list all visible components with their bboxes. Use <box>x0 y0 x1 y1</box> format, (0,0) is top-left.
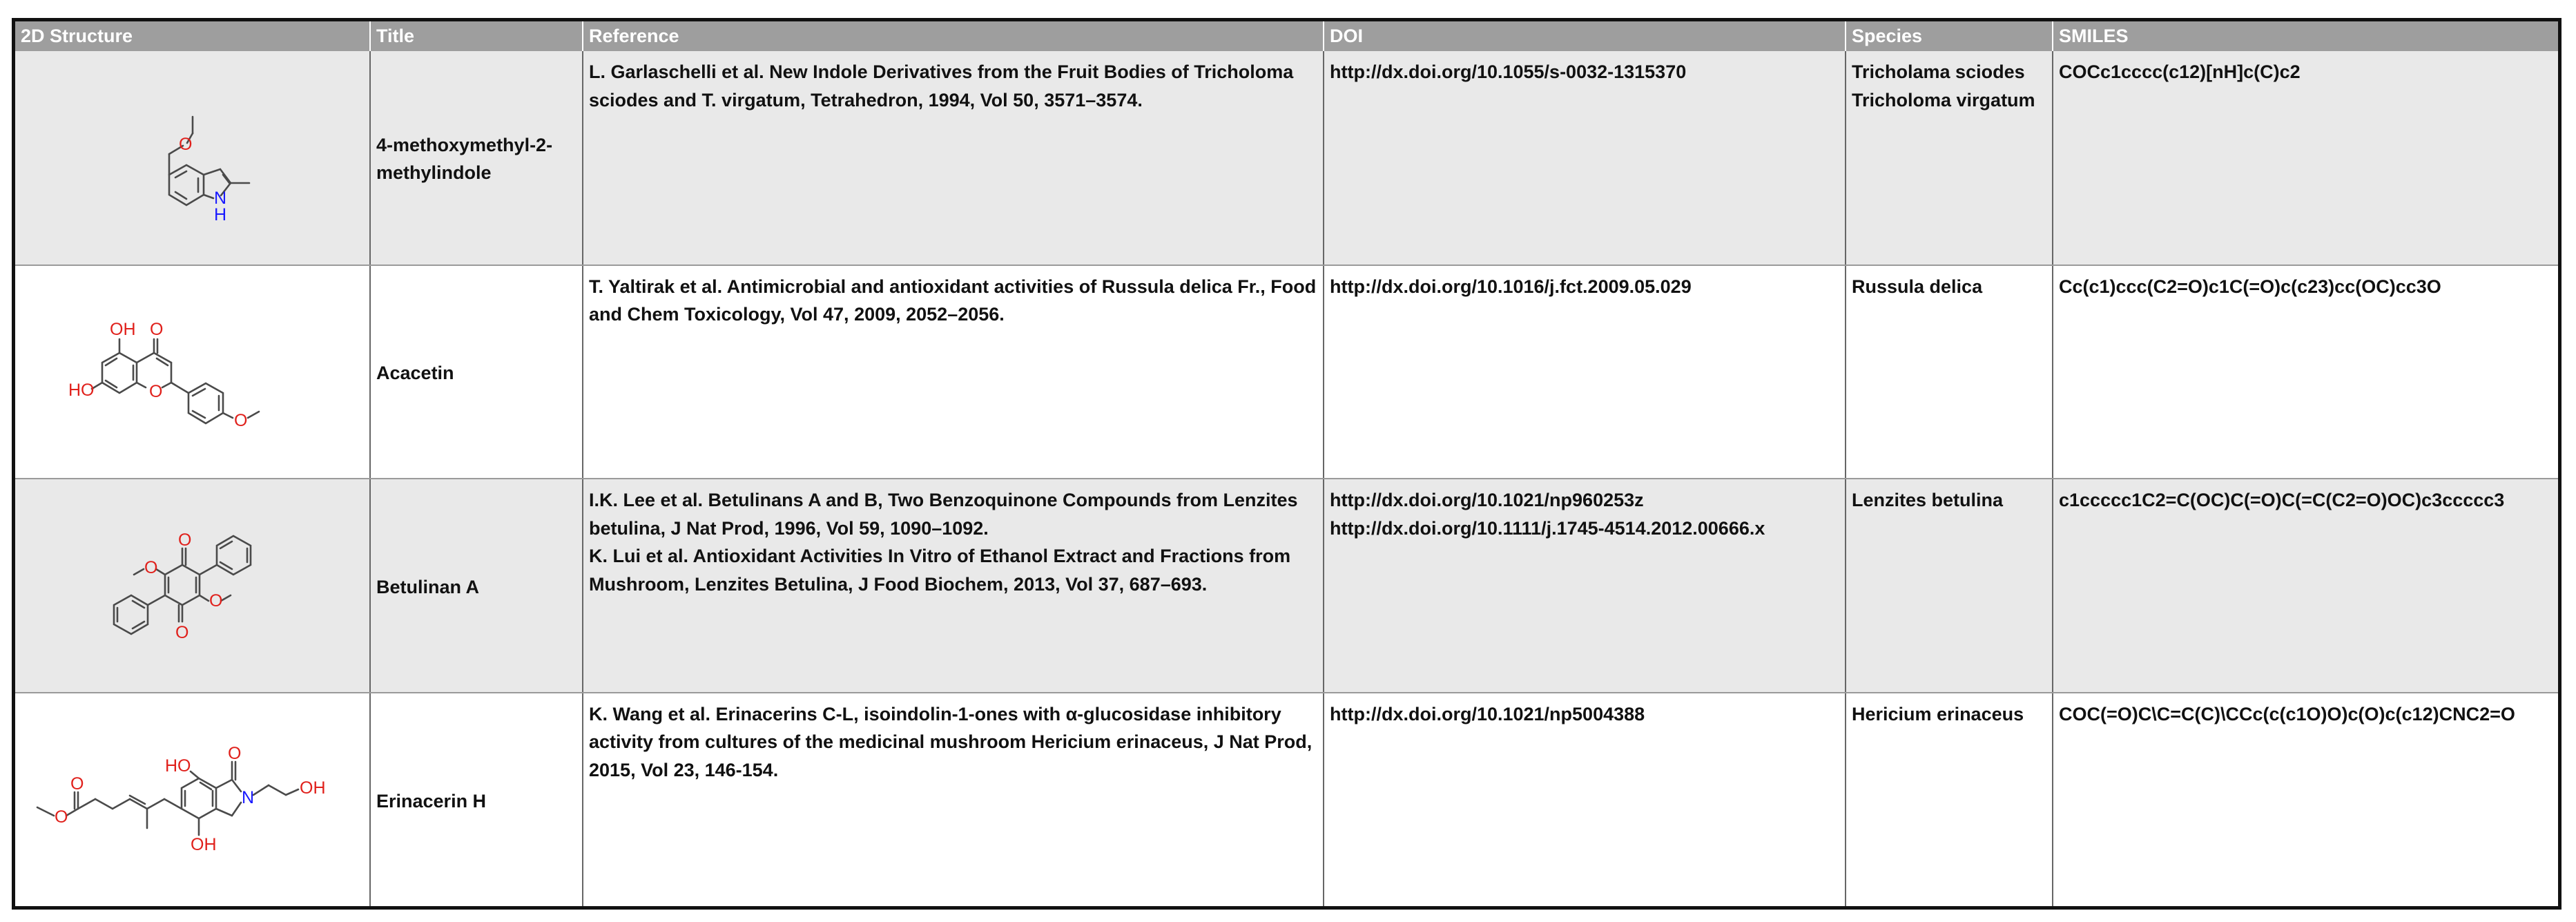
reference-text: L. Garlaschelli et al. New Indole Derivatives from the Fruit Bodies of Tricholoma sciodes and T. virgatum, Tetrahedron, 1994, Vol 50, 3571–3574. <box>589 61 1294 111</box>
header-reference: Reference <box>583 21 1324 51</box>
atom-ho-left: HO <box>68 381 94 401</box>
structure-cell <box>15 265 370 479</box>
reference-cell <box>583 51 1324 265</box>
table-row <box>15 265 2558 479</box>
smiles-cell: COC(=O)C\C=C(C)\CCc(c(c1O)O)c(O)c(c12)CNC2=O <box>2053 693 2558 907</box>
header-title: Title <box>370 21 583 51</box>
doi-cell <box>1324 693 1846 907</box>
doi-link[interactable]: http://dx.doi.org/10.1111/j.1745-4514.2012.00666.x <box>1330 517 1765 539</box>
structure-acacetin <box>48 299 338 444</box>
smiles-cell: Cc(c1)ccc(C2=O)c1C(=O)c(c23)cc(OC)cc3O <box>2053 265 2558 479</box>
table-row <box>15 479 2558 693</box>
compound-table <box>15 21 2558 906</box>
atom-oh-top: OH <box>109 320 135 340</box>
atom-n: N <box>241 787 254 807</box>
species-name: Hericium erinaceus <box>1852 703 2024 724</box>
doi-cell <box>1324 479 1846 693</box>
structure-cell <box>15 693 370 907</box>
species-name: Russula delica <box>1852 276 1983 297</box>
atom-o-lactam: O <box>227 743 241 763</box>
header-row <box>15 21 2558 51</box>
atom-o-methoxy: O <box>233 411 247 431</box>
species-name: Lenzites betulina <box>1852 490 2004 510</box>
reference-cell <box>583 693 1324 907</box>
atom-oh-chain: OH <box>299 778 325 798</box>
table-row <box>15 51 2558 265</box>
structure-erinacerin <box>17 713 369 886</box>
atom-ho-top: HO <box>164 756 191 776</box>
smiles-cell: c1ccccc1C2=C(OC)C(=O)C(=C(C2=O)OC)c3ccccc3 <box>2053 479 2558 693</box>
reference-text: I.K. Lee et al. Betulinans A and B, Two Benzoquinone Compounds from Lenzites betulina, J Nat Prod, 1996, Vol 59, 1090–1092. <box>589 490 1298 539</box>
atom-ome-left: O <box>144 557 157 577</box>
table-row <box>15 693 2558 907</box>
structure-cell <box>15 51 370 265</box>
title-cell: Betulinan A <box>370 479 583 693</box>
title-cell: Acacetin <box>370 265 583 479</box>
reference-text: K. Lui et al. Antioxidant Activities In Vitro of Ethanol Extract and Fractions from Mushroom, Lenzites Betulina, J Food Biochem, 2013, Vol 37, 687–693. <box>589 546 1291 595</box>
title-cell: Erinacerin H <box>370 693 583 907</box>
atom-o-ester-carbonyl: O <box>70 774 84 794</box>
header-doi: DOI <box>1324 21 1846 51</box>
species-cell <box>1846 265 2053 479</box>
header-species: Species <box>1846 21 2053 51</box>
reference-cell <box>583 479 1324 693</box>
species-cell <box>1846 479 2053 693</box>
structure-indole <box>124 78 262 237</box>
reference-text: K. Wang et al. Erinacerins C-L, isoindolin-1-ones with α-glucosidase inhibitory activity from cultures of the medicinal mushroom Hericium erinaceus, J Nat Prod, 2015, Vol 23, 146-154. <box>589 703 1313 780</box>
structure-cell <box>15 479 370 693</box>
doi-link[interactable]: http://dx.doi.org/10.1016/j.fct.2009.05.029 <box>1330 276 1692 297</box>
structure-betulinan <box>79 503 307 669</box>
atom-o-ester: O <box>54 807 68 827</box>
title-cell: 4-methoxymethyl-2-methylindole <box>370 51 583 265</box>
species-name: Tricholama sciodes <box>1852 61 2025 82</box>
doi-link[interactable]: http://dx.doi.org/10.1021/np960253z <box>1330 490 1644 510</box>
atom-o-ring: O <box>148 382 162 402</box>
header-2d-structure: 2D Structure <box>15 21 370 51</box>
doi-cell <box>1324 265 1846 479</box>
reference-cell <box>583 265 1324 479</box>
atom-ome-right: O <box>209 590 222 611</box>
atom-o-carbonyl: O <box>149 320 163 340</box>
atom-o-top: O <box>177 530 191 550</box>
header-smiles: SMILES <box>2053 21 2558 51</box>
species-cell <box>1846 693 2053 907</box>
doi-link[interactable]: http://dx.doi.org/10.1021/np5004388 <box>1330 703 1645 724</box>
doi-link[interactable]: http://dx.doi.org/10.1055/s-0032-1315370 <box>1330 61 1687 82</box>
atom-n: N <box>213 189 226 209</box>
species-cell <box>1846 51 2053 265</box>
doi-cell <box>1324 51 1846 265</box>
atom-o: O <box>178 135 192 155</box>
atom-o-bottom: O <box>175 622 188 642</box>
atom-oh-bottom: OH <box>190 834 216 854</box>
reference-text: T. Yaltirak et al. Antimicrobial and antioxidant activities of Russula delica Fr., Food and Chem Toxicology, Vol 47, 2009, 2052–2056. <box>589 276 1317 325</box>
compound-table-frame <box>12 18 2562 910</box>
atom-h: H <box>213 205 226 225</box>
smiles-cell: COCc1cccc(c12)[nH]c(C)c2 <box>2053 51 2558 265</box>
species-name: Tricholoma virgatum <box>1852 89 2035 111</box>
